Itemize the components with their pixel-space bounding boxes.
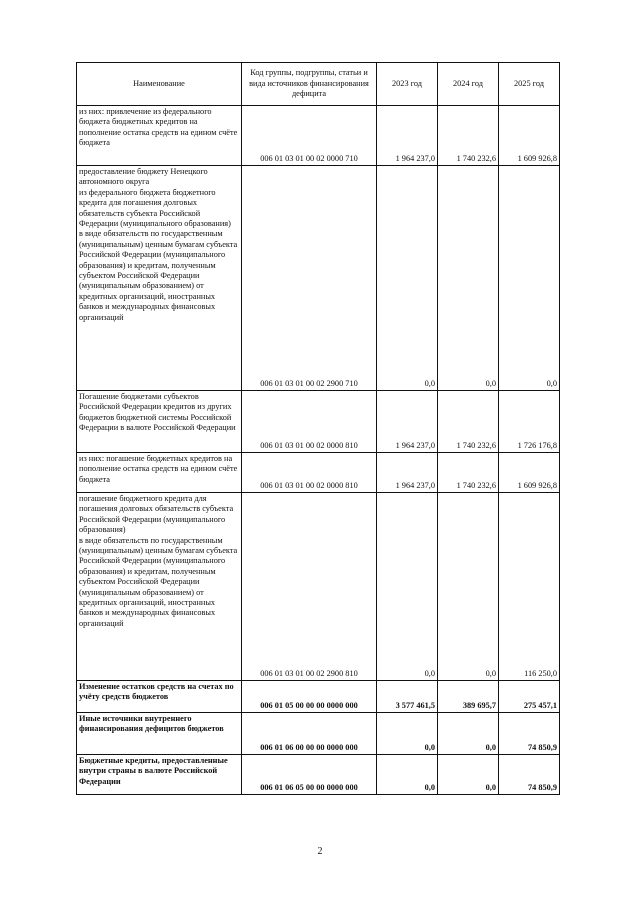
row-name: предоставление бюджету Ненецкого автономного округа из федерального бюджета бюджетного кредита для погашения долговых обязательств субъекта Российской Федерации (муниципального образования) в виде обязательств по государственным (муниципальным) ценным бумагам субъекта Российской Федерации (муниципального образования) и кредитам, полученным субъектом Российской Федерации (муниципальным образованием) от кредитных организаций, иностранных банков и международных финансовых организаций xyxy=(77,166,242,391)
row-value-2024: 1 740 232,6 xyxy=(438,453,499,493)
header-name: Наименование xyxy=(77,63,242,106)
row-code: 006 01 03 01 00 02 0000 710 xyxy=(242,106,377,166)
row-value-2025: 1 726 176,8 xyxy=(499,391,560,453)
row-value-2023: 1 964 237,0 xyxy=(377,391,438,453)
table-row xyxy=(77,453,560,493)
row-value-2023: 3 577 461,5 xyxy=(377,681,438,713)
row-name: из них: погашение бюджетных кредитов на пополнение остатка средств на едином счёте бюджета xyxy=(77,453,242,493)
row-value-2024: 0,0 xyxy=(438,713,499,755)
row-name: из них: привлечение из федерального бюджета бюджетных кредитов на пополнение остатка средств на едином счёте бюджета xyxy=(77,106,242,166)
row-value-2025: 74 850,9 xyxy=(499,713,560,755)
row-value-2025: 275 457,1 xyxy=(499,681,560,713)
row-name: погашение бюджетного кредита для погашения долговых обязательств субъекта Российской Федерации (муниципального образования) в виде обязательств по государственным (муниципальным) ценным бумагам субъекта Российской Федерации (муниципального образования) и кредитам, полученным субъектом Российской Федерации (муниципальным образованием) от кредитных организаций, иностранных банков и международных финансовых организаций xyxy=(77,493,242,681)
row-code: 006 01 06 05 00 00 0000 000 xyxy=(242,755,377,795)
row-name: Изменение остатков средств на счетах по учёту средств бюджетов xyxy=(77,681,242,713)
row-value-2024: 1 740 232,6 xyxy=(438,106,499,166)
header-year-2023: 2023 год xyxy=(377,63,438,106)
row-value-2023: 0,0 xyxy=(377,166,438,391)
table-row xyxy=(77,713,560,755)
table-row xyxy=(77,106,560,166)
row-value-2025: 74 850,9 xyxy=(499,755,560,795)
row-code: 006 01 03 01 00 02 2900 710 xyxy=(242,166,377,391)
row-value-2024: 1 740 232,6 xyxy=(438,391,499,453)
row-value-2025: 1 609 926,8 xyxy=(499,106,560,166)
row-value-2025: 0,0 xyxy=(499,166,560,391)
header-year-2024: 2024 год xyxy=(438,63,499,106)
row-value-2024: 0,0 xyxy=(438,493,499,681)
row-code: 006 01 03 01 00 02 2900 810 xyxy=(242,493,377,681)
row-value-2024: 0,0 xyxy=(438,755,499,795)
page-number: 2 xyxy=(317,846,323,857)
row-code: 006 01 05 00 00 00 0000 000 xyxy=(242,681,377,713)
row-value-2025: 1 609 926,8 xyxy=(499,453,560,493)
row-value-2024: 0,0 xyxy=(438,166,499,391)
table-row xyxy=(77,493,560,681)
table-row xyxy=(77,755,560,795)
table-header-row xyxy=(77,63,560,106)
header-code: Код группы, подгруппы, статьи и вида источников финансирования дефицита xyxy=(242,63,377,106)
row-name: Иные источники внутреннего финансирования дефицитов бюджетов xyxy=(77,713,242,755)
table-row xyxy=(77,391,560,453)
row-value-2023: 0,0 xyxy=(377,713,438,755)
row-value-2023: 1 964 237,0 xyxy=(377,106,438,166)
row-code: 006 01 03 01 00 02 0000 810 xyxy=(242,453,377,493)
row-value-2024: 389 695,7 xyxy=(438,681,499,713)
row-value-2025: 116 250,0 xyxy=(499,493,560,681)
budget-sources-table xyxy=(76,62,560,795)
header-year-2025: 2025 год xyxy=(499,63,560,106)
row-value-2023: 0,0 xyxy=(377,755,438,795)
row-name: Бюджетные кредиты, предоставленные внутри страны в валюте Российской Федерации xyxy=(77,755,242,795)
table-row xyxy=(77,681,560,713)
row-value-2023: 0,0 xyxy=(377,493,438,681)
row-value-2023: 1 964 237,0 xyxy=(377,453,438,493)
table-row xyxy=(77,166,560,391)
row-name: Погашение бюджетами субъектов Российской Федерации кредитов из других бюджетов бюджетной системы Российской Федерации в валюте Российской Федерации xyxy=(77,391,242,453)
row-code: 006 01 06 00 00 00 0000 000 xyxy=(242,713,377,755)
row-code: 006 01 03 01 00 02 0000 810 xyxy=(242,391,377,453)
